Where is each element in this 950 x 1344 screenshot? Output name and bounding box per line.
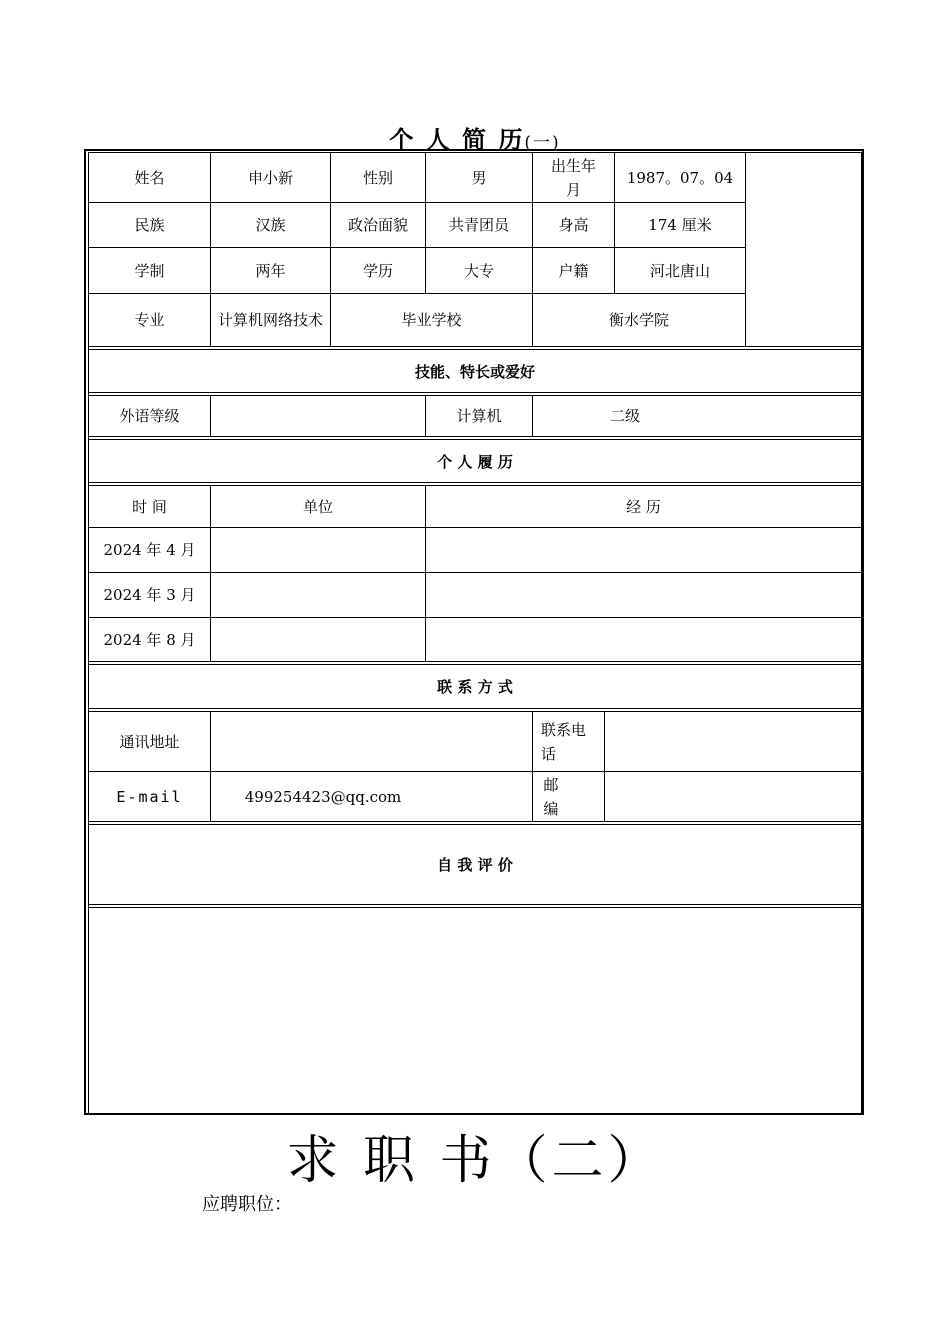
phone-label: 联系电话	[541, 720, 587, 763]
section-divider	[89, 392, 861, 393]
major-value[interactable]: 计算机网络技术	[217, 311, 323, 329]
gender-value[interactable]: 男	[471, 168, 487, 187]
section-divider	[89, 436, 861, 437]
history-row-experience[interactable]	[426, 573, 861, 617]
history-row-unit[interactable]	[211, 573, 425, 617]
position-label: 应聘职位：	[202, 1194, 292, 1215]
height-label: 身高	[558, 216, 589, 234]
political-status-label: 政治面貌	[347, 216, 408, 234]
section-divider	[89, 821, 861, 822]
section-divider	[89, 904, 861, 905]
history-row-experience[interactable]	[426, 618, 861, 661]
resume-title: 个 人 简 历(一)	[389, 125, 561, 154]
history-row-time: 2024 年 8 月	[103, 630, 196, 649]
computer-label: 计算机	[456, 407, 502, 425]
birth-label: 出生年月	[550, 156, 596, 199]
self-evaluation-heading: 自 我 评 价	[437, 856, 513, 874]
hukou-label: 户籍	[558, 261, 589, 280]
history-heading: 个 人 履 历	[437, 452, 513, 471]
email-value[interactable]: 499254423@qq.com	[244, 787, 402, 806]
education-label: 学历	[362, 261, 393, 280]
history-row-time: 2024 年 4 月	[103, 541, 196, 559]
ethnicity-label: 民族	[134, 216, 165, 234]
ethnicity-value[interactable]: 汉族	[255, 216, 286, 234]
col-divider	[745, 153, 746, 347]
section-divider	[89, 708, 861, 709]
self-evaluation-content[interactable]	[89, 908, 861, 1113]
hukou-value[interactable]: 河北唐山	[649, 261, 710, 280]
school-value[interactable]: 衡水学院	[608, 311, 669, 329]
name-value[interactable]: 申小新	[247, 168, 293, 187]
height-value[interactable]: 174 厘米	[648, 216, 712, 234]
section-divider	[89, 661, 861, 662]
schooling-label: 学制	[134, 261, 165, 280]
history-col-unit: 单位	[302, 497, 333, 516]
schooling-value[interactable]: 两年	[255, 261, 286, 280]
name-label: 姓名	[134, 168, 165, 187]
postcode-label: 邮编	[543, 775, 559, 818]
language-level-label: 外语等级	[119, 407, 180, 425]
resume-title-suffix: (一)	[524, 133, 561, 153]
postcode-value[interactable]	[605, 772, 861, 821]
history-row-experience[interactable]	[426, 528, 861, 572]
history-col-time: 时 间	[132, 497, 167, 516]
birth-value[interactable]: 1987。07。04	[626, 168, 734, 187]
language-level-value[interactable]	[211, 396, 425, 436]
skills-heading: 技能、特长或爱好	[414, 362, 535, 381]
school-label: 毕业学校	[401, 311, 462, 329]
history-row-unit[interactable]	[211, 528, 425, 572]
major-label: 专业	[134, 311, 165, 329]
phone-value[interactable]	[605, 712, 861, 771]
address-label: 通讯地址	[119, 732, 180, 751]
political-status-value[interactable]: 共青团员	[448, 216, 509, 234]
section-divider	[89, 482, 861, 483]
gender-label: 性别	[362, 168, 393, 187]
address-value[interactable]	[211, 712, 532, 771]
cover-letter-title: 求 职 书（二）	[286, 1131, 664, 1191]
email-label: E-mail	[116, 787, 183, 806]
contact-heading: 联 系 方 式	[437, 678, 513, 696]
computer-value[interactable]: 二级	[609, 407, 640, 425]
history-col-experience: 经 历	[626, 497, 661, 516]
history-row-unit[interactable]	[211, 618, 425, 661]
education-value[interactable]: 大专	[463, 261, 494, 280]
history-row-time: 2024 年 3 月	[103, 586, 196, 604]
